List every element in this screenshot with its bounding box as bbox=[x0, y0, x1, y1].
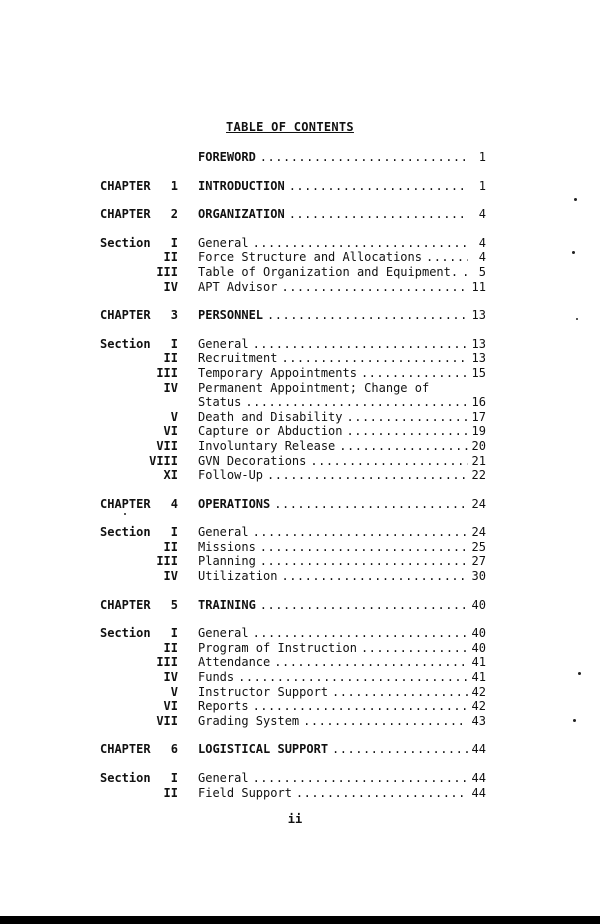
toc-section-row bbox=[0, 655, 600, 670]
toc-entry[interactable] bbox=[198, 150, 486, 165]
entry-page: 42 bbox=[471, 699, 486, 714]
page-title: TABLE OF CONTENTS bbox=[226, 120, 354, 134]
section-number: IV bbox=[163, 279, 178, 294]
toc-entry[interactable] bbox=[198, 742, 486, 757]
chapter-number: 5 bbox=[170, 597, 178, 612]
toc-section-row bbox=[0, 236, 600, 251]
toc-entry[interactable] bbox=[198, 554, 486, 569]
section-number: III bbox=[156, 365, 178, 380]
entry-title: APT Advisor bbox=[198, 279, 278, 294]
entry-page: 24 bbox=[471, 525, 486, 540]
entry-title: Recruitment bbox=[198, 351, 278, 366]
section-number: V bbox=[170, 684, 178, 699]
chapter-number: 1 bbox=[170, 178, 178, 193]
toc-section-row bbox=[0, 714, 600, 729]
section-number: II bbox=[163, 640, 178, 655]
leader-dots bbox=[361, 366, 468, 381]
section-number: I bbox=[170, 235, 178, 250]
entry-title: Force Structure and Allocations bbox=[198, 250, 422, 265]
leader-dots bbox=[347, 410, 469, 425]
entry-page: 27 bbox=[471, 554, 486, 569]
toc-entry[interactable] bbox=[198, 395, 486, 410]
chapter-word: CHAPTER bbox=[100, 207, 151, 222]
entry-title: Grading System bbox=[198, 713, 300, 728]
entry-page: 15 bbox=[471, 365, 486, 380]
toc-entry[interactable] bbox=[198, 265, 486, 280]
chapter-number: 4 bbox=[170, 496, 178, 511]
entry-page: 44 bbox=[471, 771, 486, 785]
toc-section-row bbox=[0, 525, 600, 540]
toc-section-row bbox=[0, 439, 600, 454]
toc-entry[interactable] bbox=[198, 236, 486, 251]
entry-page: 4 bbox=[478, 207, 486, 222]
entry-title: TRAINING bbox=[198, 597, 256, 612]
entry-page: 41 bbox=[471, 655, 486, 670]
leader-dots bbox=[260, 540, 468, 555]
entry-title: Funds bbox=[198, 670, 235, 685]
leader-dots bbox=[361, 641, 468, 656]
toc-section-row bbox=[0, 424, 600, 439]
chapter-word: CHAPTER bbox=[100, 597, 151, 612]
toc-entry[interactable] bbox=[198, 525, 486, 540]
scan-edge bbox=[0, 916, 600, 924]
section-number: III bbox=[156, 655, 178, 670]
entry-title: ORGANIZATION bbox=[198, 207, 285, 222]
entry-title: Death and Disability bbox=[198, 409, 343, 424]
entry-page: 43 bbox=[471, 713, 486, 728]
toc-chapter-row bbox=[0, 598, 600, 613]
toc-entry[interactable] bbox=[198, 655, 486, 670]
entry-page: 40 bbox=[471, 597, 486, 612]
toc-entry[interactable] bbox=[198, 468, 486, 483]
page-number: ii bbox=[287, 812, 303, 826]
entry-page: 22 bbox=[471, 468, 486, 483]
toc-entry[interactable] bbox=[198, 699, 486, 714]
entry-title: Involuntary Release bbox=[198, 438, 336, 453]
section-number: I bbox=[170, 525, 178, 540]
section-word: Section bbox=[100, 235, 151, 250]
chapter-number: 2 bbox=[170, 207, 178, 222]
entry-page: 30 bbox=[471, 569, 486, 584]
section-word: Section bbox=[100, 525, 151, 540]
entry-title: OPERATIONS bbox=[198, 496, 271, 511]
section-number: IV bbox=[163, 670, 178, 685]
toc-section-row bbox=[0, 265, 600, 280]
entry-page: 5 bbox=[478, 264, 486, 279]
section-word: Section bbox=[100, 336, 151, 351]
section-number: VIII bbox=[149, 453, 178, 468]
leader-dots bbox=[253, 626, 468, 641]
section-number: III bbox=[156, 264, 178, 279]
scan-speck bbox=[572, 251, 575, 254]
toc-section-row bbox=[0, 280, 600, 295]
section-word: Section bbox=[100, 626, 151, 641]
leader-dots bbox=[253, 771, 468, 786]
leader-dots bbox=[260, 554, 468, 569]
entry-title: Program of Instruction bbox=[198, 640, 357, 655]
entry-title: INTRODUCTION bbox=[198, 178, 285, 193]
entry-page: 4 bbox=[478, 235, 486, 250]
entry-title: Follow-Up bbox=[198, 468, 264, 483]
section-number: IV bbox=[163, 380, 178, 395]
section-number: V bbox=[170, 409, 178, 424]
toc-section-row bbox=[0, 685, 600, 700]
leader-dots bbox=[289, 179, 468, 194]
toc-chapter-row bbox=[0, 308, 600, 323]
chapter-number: 3 bbox=[170, 308, 178, 323]
section-number: XI bbox=[163, 468, 178, 483]
toc-entry[interactable] bbox=[198, 250, 486, 265]
toc-entry[interactable] bbox=[198, 598, 486, 613]
toc-section-row bbox=[0, 641, 600, 656]
leader-dots bbox=[274, 497, 468, 512]
entry-title: FOREWORD bbox=[198, 150, 256, 164]
section-number: II bbox=[163, 351, 178, 366]
chapter-word: CHAPTER bbox=[100, 308, 151, 323]
leader-dots bbox=[426, 250, 468, 265]
section-number: I bbox=[170, 336, 178, 351]
toc-chapter-row bbox=[0, 497, 600, 512]
entry-title: Planning bbox=[198, 554, 256, 569]
entry-page: 1 bbox=[478, 178, 486, 193]
leader-dots bbox=[296, 786, 468, 801]
toc-section-row bbox=[0, 468, 600, 483]
toc-section-row bbox=[0, 454, 600, 469]
entry-title: Table of Organization and Equipment. bbox=[198, 264, 459, 279]
leader-dots bbox=[274, 655, 468, 670]
leader-dots bbox=[303, 714, 468, 729]
entry-page: 21 bbox=[471, 453, 486, 468]
leader-dots bbox=[253, 699, 468, 714]
toc-entry[interactable] bbox=[198, 771, 486, 786]
leader-dots bbox=[332, 742, 468, 757]
chapter-word: CHAPTER bbox=[100, 496, 151, 511]
entry-title: General bbox=[198, 626, 249, 641]
entry-title: Attendance bbox=[198, 655, 271, 670]
section-number: I bbox=[170, 626, 178, 641]
leader-dots bbox=[238, 670, 468, 685]
leader-dots bbox=[245, 395, 468, 410]
leader-dots bbox=[281, 280, 468, 295]
toc-entry[interactable] bbox=[198, 497, 486, 512]
entry-page: 13 bbox=[471, 336, 486, 351]
toc-entry[interactable] bbox=[198, 670, 486, 685]
leader-dots bbox=[332, 685, 468, 700]
leader-dots bbox=[281, 569, 468, 584]
toc-section-row bbox=[0, 771, 600, 786]
toc-foreword-row bbox=[0, 150, 600, 165]
toc-entry[interactable] bbox=[198, 410, 486, 425]
toc-entry[interactable] bbox=[198, 626, 486, 641]
entry-page: 1 bbox=[478, 150, 486, 164]
leader-dots bbox=[289, 207, 468, 222]
entry-title: GVN Decorations bbox=[198, 453, 307, 468]
toc-section-row bbox=[0, 250, 600, 265]
leader-dots bbox=[267, 468, 468, 483]
toc-entry[interactable] bbox=[198, 179, 486, 194]
leader-dots bbox=[433, 381, 468, 396]
toc-chapter-row bbox=[0, 742, 600, 757]
leader-dots bbox=[267, 308, 468, 323]
toc-entry[interactable] bbox=[198, 569, 486, 584]
toc-entry[interactable] bbox=[198, 424, 486, 439]
toc-entry[interactable] bbox=[198, 454, 486, 469]
leader-dots bbox=[260, 150, 468, 165]
leader-dots bbox=[253, 236, 468, 251]
entry-page: 41 bbox=[471, 670, 486, 685]
section-number: III bbox=[156, 554, 178, 569]
toc-section-row bbox=[0, 786, 600, 801]
toc-entry[interactable] bbox=[198, 786, 486, 801]
leader-dots bbox=[253, 525, 468, 540]
entry-title: Capture or Abduction bbox=[198, 424, 343, 439]
entry-page: 40 bbox=[471, 640, 486, 655]
section-number: VII bbox=[156, 438, 178, 453]
entry-title: General bbox=[198, 525, 249, 540]
entry-page: 13 bbox=[471, 308, 486, 323]
section-number: VI bbox=[163, 424, 178, 439]
section-number: IV bbox=[163, 569, 178, 584]
toc-chapter-row bbox=[0, 179, 600, 194]
scan-speck bbox=[574, 198, 577, 201]
section-number: II bbox=[163, 785, 178, 800]
chapter-number: 6 bbox=[170, 742, 178, 757]
toc-section-row bbox=[0, 554, 600, 569]
toc-section-row bbox=[0, 699, 600, 714]
toc-section-row bbox=[0, 540, 600, 555]
toc-section-row bbox=[0, 366, 600, 381]
leader-dots bbox=[310, 454, 468, 469]
toc-section-row bbox=[0, 410, 600, 425]
section-word: Section bbox=[100, 771, 151, 785]
entry-page: 42 bbox=[471, 684, 486, 699]
entry-title: Utilization bbox=[198, 569, 278, 584]
entry-page: 44 bbox=[471, 742, 486, 757]
entry-title: PERSONNEL bbox=[198, 308, 264, 323]
entry-title: General bbox=[198, 336, 249, 351]
scan-speck bbox=[578, 672, 581, 675]
toc-entry[interactable] bbox=[198, 351, 486, 366]
toc-entry[interactable] bbox=[198, 280, 486, 295]
table-of-contents bbox=[0, 150, 600, 800]
entry-title: Permanent Appointment; Change of bbox=[198, 380, 430, 395]
entry-page: 11 bbox=[471, 279, 486, 294]
entry-page: 24 bbox=[471, 496, 486, 511]
toc-entry[interactable] bbox=[198, 381, 486, 396]
entry-title: General bbox=[198, 771, 249, 785]
entry-page: 19 bbox=[471, 424, 486, 439]
chapter-word: CHAPTER bbox=[100, 178, 151, 193]
leader-dots bbox=[339, 439, 468, 454]
toc-section-row bbox=[0, 337, 600, 352]
entry-title: Status bbox=[198, 395, 242, 410]
toc-section-row bbox=[0, 626, 600, 641]
toc-entry[interactable] bbox=[198, 714, 486, 729]
toc-chapter-row bbox=[0, 207, 600, 222]
chapter-word: CHAPTER bbox=[100, 742, 151, 757]
leader-dots bbox=[253, 337, 468, 352]
toc-section-row bbox=[0, 395, 600, 410]
toc-entry[interactable] bbox=[198, 685, 486, 700]
toc-entry[interactable] bbox=[198, 207, 486, 222]
leader-dots bbox=[347, 424, 469, 439]
leader-dots bbox=[281, 351, 468, 366]
toc-entry[interactable] bbox=[198, 641, 486, 656]
toc-section-row bbox=[0, 381, 600, 396]
entry-page: 44 bbox=[471, 785, 486, 800]
entry-title: Reports bbox=[198, 699, 249, 714]
entry-page: 4 bbox=[478, 250, 486, 265]
entry-title: Temporary Appointments bbox=[198, 365, 357, 380]
entry-title: LOGISTICAL SUPPORT bbox=[198, 742, 329, 757]
scan-speck bbox=[573, 719, 576, 722]
entry-page: 25 bbox=[471, 539, 486, 554]
entry-title: Instructor Support bbox=[198, 684, 329, 699]
toc-section-row bbox=[0, 569, 600, 584]
entry-title: Missions bbox=[198, 539, 256, 554]
scan-speck bbox=[576, 318, 578, 320]
leader-dots bbox=[260, 598, 468, 613]
section-number: VI bbox=[163, 699, 178, 714]
section-number: II bbox=[163, 539, 178, 554]
entry-page: 13 bbox=[471, 351, 486, 366]
section-number: VII bbox=[156, 713, 178, 728]
entry-page: 20 bbox=[471, 438, 486, 453]
entry-title: Field Support bbox=[198, 785, 292, 800]
toc-entry[interactable] bbox=[198, 540, 486, 555]
toc-section-row bbox=[0, 351, 600, 366]
entry-title: General bbox=[198, 235, 249, 250]
toc-entry[interactable] bbox=[198, 439, 486, 454]
toc-entry[interactable] bbox=[198, 337, 486, 352]
entry-page: 17 bbox=[471, 409, 486, 424]
toc-entry[interactable] bbox=[198, 366, 486, 381]
toc-section-row bbox=[0, 670, 600, 685]
section-number: II bbox=[163, 250, 178, 265]
section-number: I bbox=[170, 771, 178, 785]
scan-speck bbox=[124, 513, 126, 515]
toc-entry[interactable] bbox=[198, 308, 486, 323]
entry-page bbox=[468, 381, 486, 396]
entry-page: 40 bbox=[471, 626, 486, 641]
entry-page: 16 bbox=[471, 395, 486, 410]
